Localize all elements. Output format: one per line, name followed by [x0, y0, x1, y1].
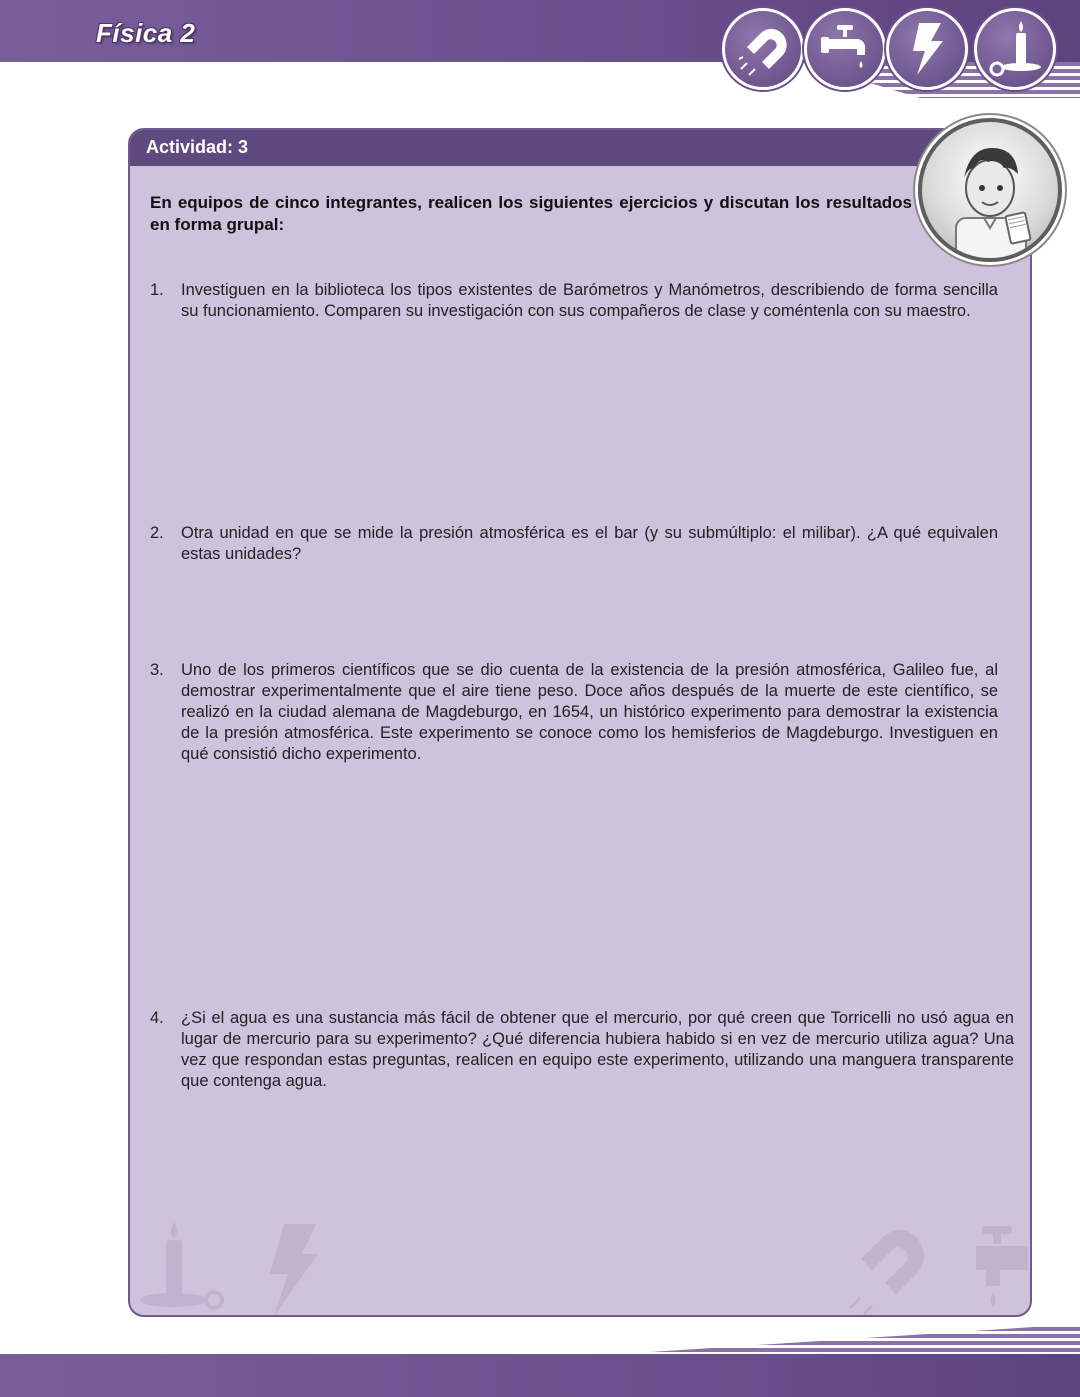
magnet-watermark-icon [840, 1224, 936, 1317]
question-text: Uno de los primeros científicos que se dio cuenta de la existencia de la presión atmosférica, Galileo fue, al demostrar experimentalmente que el aire tiene peso. Doce años después de la muerte de este científico, se realizó en la ciudad alemana de Magdeburgo, en 1654, un histórico experimento para demostrar la existencia de la presión atmosférica. Este experimento se conoce como los hemisferios de Magdeburgo. Investiguen en qué consistió dicho experimento. [181, 661, 998, 763]
candle-icon [974, 8, 1056, 90]
question-number: 4. [150, 1009, 164, 1027]
footer-stripes [620, 1324, 1080, 1354]
faucet-watermark-icon [966, 1222, 1032, 1317]
question-item [150, 280, 998, 322]
question-number: 2. [150, 524, 164, 542]
question-item [150, 523, 998, 565]
question-item [150, 660, 998, 765]
question-text: Otra unidad en que se mide la presión atmosférica es el bar (y su submúltiplo: el milibar). ¿A qué equivalen estas unidades? [181, 524, 998, 563]
activity-header [130, 130, 1030, 166]
question-number: 1. [150, 281, 164, 299]
question-number: 3. [150, 661, 164, 679]
question-item [150, 1008, 1014, 1092]
footer-band [0, 1354, 1080, 1397]
book-title: Física 2 [96, 18, 196, 48]
lightning-icon [886, 8, 968, 90]
faucet-icon [804, 8, 886, 90]
question-text: Investiguen en la biblioteca los tipos existentes de Barómetros y Manómetros, describiendo de forma sencilla su funcionamiento. Comparen su investigación con sus compañeros de clase y coméntenla con su maestro. [181, 281, 998, 320]
student-avatar [918, 118, 1062, 262]
question-text: ¿Si el agua es una sustancia más fácil de obtener que el mercurio, por qué creen que Torricelli no usó agua en lugar de mercurio para su experimento? ¿Qué diferencia hubiera habido si en vez de mercurio utiliza agua? Una vez que respondan estas preguntas, realicen en equipo este experimento, utilizando una manguera transparente que contenga agua. [181, 1009, 1014, 1090]
activity-box [128, 128, 1032, 1317]
lightning-watermark-icon [260, 1222, 320, 1317]
candle-watermark-icon [136, 1220, 226, 1317]
activity-title: Actividad: 3 [146, 137, 249, 157]
magnet-icon [722, 8, 804, 90]
activity-instructions: En equipos de cinco integrantes, realicen los siguientes ejercicios y discutan los resultados en forma grupal: [150, 193, 912, 234]
